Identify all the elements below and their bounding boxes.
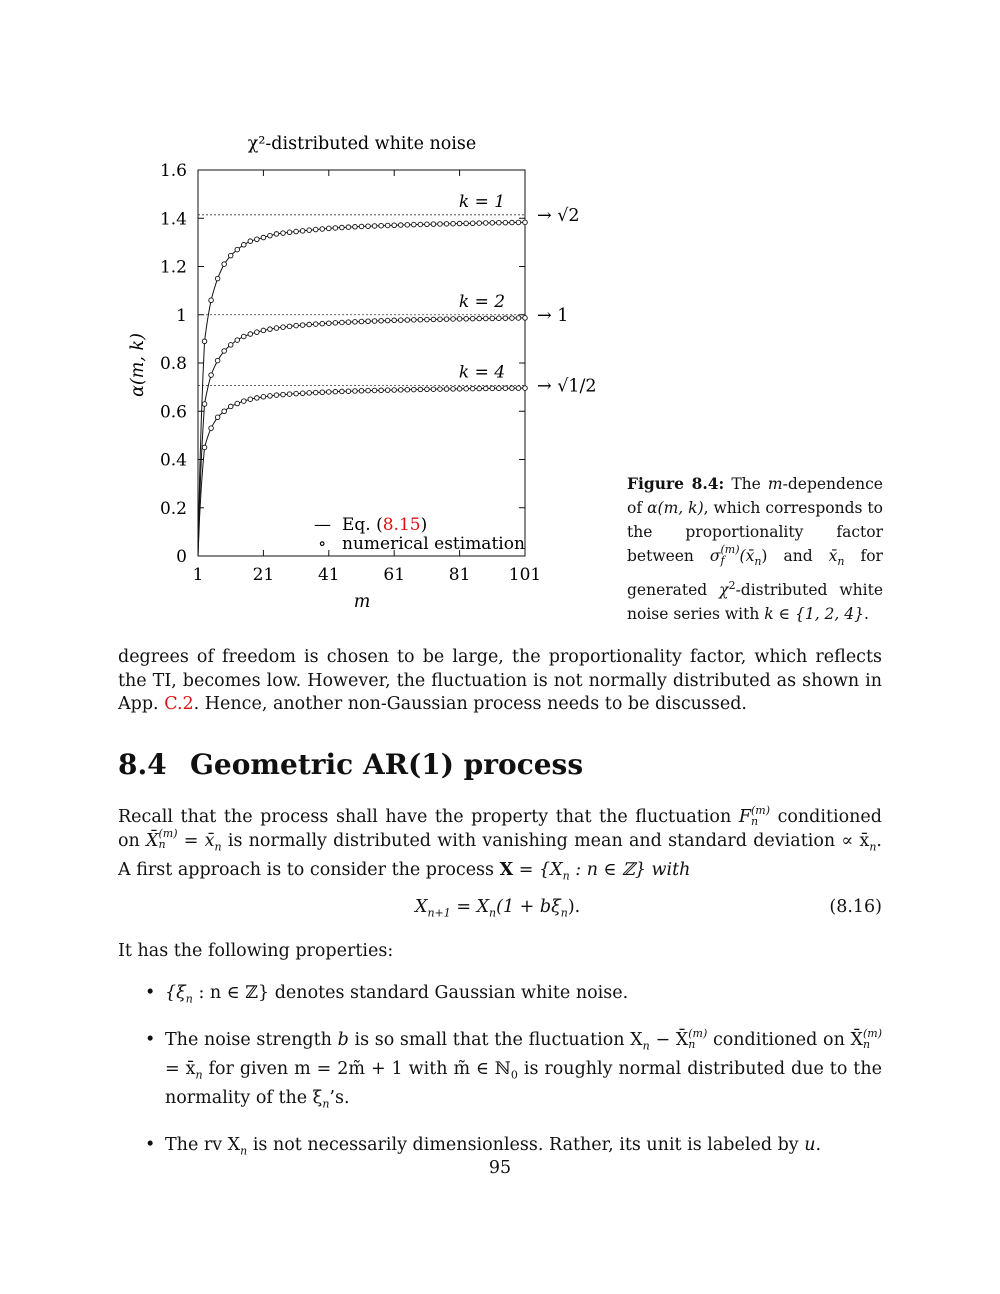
marker-point <box>228 343 233 348</box>
list-text: is so small that the fluctuation X <box>354 1030 643 1050</box>
marker-point <box>340 389 345 394</box>
equation-number: (8.16) <box>829 897 882 917</box>
marker-point <box>300 323 305 328</box>
marker-point <box>320 227 325 232</box>
chart-title: χ²-distributed white noise <box>247 134 477 154</box>
legend-eq-ref[interactable]: 8.15 <box>382 515 421 535</box>
marker-point <box>209 426 214 431</box>
math: X̄ <box>146 830 159 851</box>
para-text: degrees of freedom is chosen to be large, the proportionality factor, which reflects the TI, becomes low. However, the fluctuation is not normally distributed as shown in App. <box>118 647 882 714</box>
caption-math: (x̄ <box>739 547 755 565</box>
caption-text: and <box>783 547 813 565</box>
marker-point <box>241 242 246 247</box>
marker-point <box>412 222 417 227</box>
caption-sigma-scripts <box>721 544 740 566</box>
marker-point <box>268 394 273 399</box>
marker-point <box>392 318 397 323</box>
marker-point <box>346 389 351 394</box>
caption-text: ) <box>761 547 768 565</box>
caption-math: x̄ <box>828 547 838 565</box>
marker-point <box>431 317 436 322</box>
math: n <box>750 814 759 828</box>
marker-point <box>464 221 469 226</box>
marker-point <box>405 223 410 228</box>
marker-point <box>255 330 260 335</box>
marker-point <box>431 222 436 227</box>
legend-eq-label <box>342 515 427 535</box>
marker-point <box>281 392 286 397</box>
caption-text: , which corresponds to the proportionality factor between <box>627 499 883 565</box>
caption-math: n <box>837 555 845 569</box>
math: n <box>240 1144 248 1158</box>
marker-point <box>379 388 384 393</box>
math: = x̄ <box>165 1059 196 1079</box>
series-label: k = 2 <box>458 291 506 312</box>
list-text: The noise strength <box>165 1030 332 1050</box>
marker-point <box>372 224 377 229</box>
y-axis-label: α(m, k) <box>128 333 148 397</box>
math: n+1 <box>427 906 451 920</box>
marker-point <box>209 298 214 303</box>
marker-point <box>438 387 443 392</box>
marker-point <box>431 387 436 392</box>
marker-point <box>457 221 462 226</box>
marker-point <box>490 386 495 391</box>
marker-point <box>444 387 449 392</box>
marker-point <box>202 402 207 407</box>
marker-point <box>470 316 475 321</box>
marker-point <box>215 358 220 363</box>
marker-point <box>359 388 364 393</box>
marker-point <box>235 401 240 406</box>
marker-point <box>483 386 488 391</box>
marker-point <box>425 222 430 227</box>
math: n <box>562 869 570 882</box>
section-title: Geometric AR(1) process <box>190 748 584 781</box>
marker-point <box>215 276 220 281</box>
marker-point <box>261 328 266 333</box>
marker-point <box>313 227 318 232</box>
math: n <box>560 906 568 920</box>
para-text: Recall that the process shall have the property that the fluctuation <box>118 807 732 827</box>
marker-point <box>510 220 515 225</box>
marker-point <box>490 221 495 226</box>
marker-point <box>516 220 521 225</box>
limit-labels <box>537 206 597 397</box>
marker-point <box>385 223 390 228</box>
list-text: is roughly normal distributed due to the normality of the ξ <box>165 1059 882 1108</box>
math: ). <box>567 897 581 917</box>
math: (m) <box>750 803 770 817</box>
caption-math: (m) <box>720 543 740 556</box>
bullet-icon: • <box>145 1135 156 1155</box>
y-tick-label: 1.6 <box>159 161 187 181</box>
math: u <box>804 1135 816 1155</box>
marker-point <box>464 386 469 391</box>
property-list <box>143 982 882 1181</box>
marker-point <box>457 317 462 322</box>
marker-point <box>372 388 377 393</box>
marker-point <box>516 316 521 321</box>
marker-point <box>359 224 364 229</box>
list-text: : n ∈ ℤ} denotes standard Gaussian white noise. <box>198 983 629 1003</box>
list-text: . <box>815 1135 822 1155</box>
legend <box>314 515 525 554</box>
marker-point <box>398 388 403 393</box>
marker-point <box>405 387 410 392</box>
marker-point <box>353 389 358 394</box>
math: (m) <box>862 1026 882 1040</box>
math: X <box>415 897 428 917</box>
marker-point <box>483 316 488 321</box>
marker-point <box>444 222 449 227</box>
marker-point <box>470 221 475 226</box>
math: n <box>185 992 193 1006</box>
marker-point <box>209 373 214 378</box>
caption-math: σ <box>709 547 721 565</box>
marker-point <box>392 223 397 228</box>
marker-point <box>235 247 240 252</box>
math: = X <box>456 897 490 917</box>
marker-point <box>412 387 417 392</box>
marker-point <box>412 318 417 323</box>
math: (m) <box>158 827 178 840</box>
marker-point <box>281 231 286 236</box>
marker-point <box>438 317 443 322</box>
marker-point <box>255 396 260 401</box>
marker-point <box>255 237 260 242</box>
marker-point <box>366 224 371 229</box>
bullet-icon: • <box>145 1030 156 1050</box>
marker-point <box>510 386 515 391</box>
marker-point <box>392 388 397 393</box>
equation-8-16 <box>118 897 882 923</box>
y-tick-label: 0.4 <box>159 450 187 471</box>
marker-point <box>307 228 312 233</box>
math-scripts <box>688 1028 707 1050</box>
y-tick-labels <box>160 161 187 567</box>
marker-point <box>359 319 364 324</box>
marker-point <box>477 316 482 321</box>
marker-point <box>418 317 423 322</box>
marker-point <box>418 387 423 392</box>
caption-math: m <box>767 475 783 493</box>
marker-point <box>268 233 273 238</box>
marker-point <box>268 327 273 332</box>
math: : n ∈ ℤ} with <box>575 859 691 880</box>
x-tick-label: 81 <box>448 565 471 585</box>
caption-math: α(m, k) <box>647 499 704 517</box>
marker-point <box>451 221 456 226</box>
y-tick-label: 1 <box>176 305 187 326</box>
marker-point <box>333 226 338 231</box>
marker-point <box>248 239 253 244</box>
marker-point <box>346 320 351 325</box>
marker-point <box>346 225 351 230</box>
math: − X̄ <box>655 1030 689 1050</box>
marker-point <box>287 324 292 329</box>
limit-label: → √1/2 <box>537 376 597 397</box>
marker-point <box>261 394 266 399</box>
caption-text: . <box>864 605 869 624</box>
math: n <box>862 1037 871 1051</box>
math: n <box>214 840 222 853</box>
marker-point <box>274 326 279 331</box>
legend-numerical-label: numerical estimation <box>342 534 525 554</box>
marker-point <box>372 319 377 324</box>
x-tick-label: 1 <box>192 565 204 585</box>
marker-point <box>418 222 423 227</box>
marker-point <box>516 386 521 391</box>
marker-point <box>300 391 305 396</box>
legend-line-marker: — <box>314 515 331 535</box>
x-axis-label: m <box>353 592 371 612</box>
legend-eq-text: Eq. ( <box>342 515 383 535</box>
math-scripts <box>863 1028 882 1050</box>
marker-point <box>398 223 403 228</box>
paragraph-recall <box>118 803 882 888</box>
math: = {X <box>518 859 563 880</box>
marker-point <box>340 320 345 325</box>
series-label: k = 1 <box>458 191 506 212</box>
marker-point <box>261 235 266 240</box>
figure-caption <box>627 472 883 626</box>
math: n <box>158 838 166 851</box>
marker-point <box>483 221 488 226</box>
marker-point <box>470 386 475 391</box>
legend-eq-suffix: ) <box>420 515 428 535</box>
math: = x̄ <box>183 830 215 851</box>
para-text: is normally distributed with vanishing mean and standard deviation ∝ x̄ <box>227 830 870 851</box>
marker-point <box>464 316 469 321</box>
marker-point <box>457 387 462 392</box>
y-tick-label: 0 <box>176 547 187 567</box>
list-text: The rv X <box>165 1135 241 1155</box>
paragraph-properties: It has the following properties: <box>118 941 394 961</box>
marker-point <box>379 318 384 323</box>
marker-point <box>366 388 371 393</box>
marker-point <box>313 322 318 327</box>
list-text: conditioned on X̄ <box>712 1030 863 1050</box>
marker-point <box>425 317 430 322</box>
marker-point <box>294 391 299 396</box>
marker-point <box>228 253 233 258</box>
marker-point <box>497 316 502 321</box>
marker-point <box>379 223 384 228</box>
marker-point <box>405 318 410 323</box>
marker-point <box>503 316 508 321</box>
section-number: 8.4 <box>118 748 167 781</box>
marker-point <box>523 386 528 391</box>
marker-point <box>320 390 325 395</box>
marker-point <box>353 225 358 230</box>
marker-point <box>241 399 246 404</box>
list-item <box>143 1026 882 1116</box>
caption-text: -dependence of <box>627 475 883 517</box>
list-text: is not necessarily dimensionless. Rather, its unit is labeled by <box>252 1135 799 1155</box>
math: 0 <box>510 1068 518 1082</box>
math: n <box>489 906 497 920</box>
appendix-ref-link[interactable]: C.2 <box>164 694 194 714</box>
limit-label: → 1 <box>537 305 569 326</box>
math-scripts <box>751 805 770 827</box>
para-text: . A first approach is to consider the process <box>118 830 882 880</box>
x-tick-label: 21 <box>252 565 275 585</box>
y-tick-label: 0.6 <box>159 402 187 423</box>
math: n <box>322 1097 330 1111</box>
marker-point <box>353 320 358 325</box>
marker-point <box>222 409 227 414</box>
marker-point <box>307 322 312 327</box>
para-text: . Hence, another non-Gaussian process needs to be discussed. <box>193 694 747 714</box>
marker-point <box>385 388 390 393</box>
marker-point <box>235 338 240 343</box>
caption-text: The <box>731 475 761 493</box>
marker-point <box>287 392 292 397</box>
marker-point <box>385 318 390 323</box>
x-tick-label: 101 <box>508 565 542 585</box>
marker-point <box>202 445 207 450</box>
legend-marker-symbol: ∘ <box>318 534 327 554</box>
math-bold: X <box>499 859 514 880</box>
marker-point <box>523 316 528 321</box>
caption-math: χ <box>719 581 729 600</box>
marker-point <box>366 319 371 324</box>
marker-point <box>510 316 515 321</box>
marker-point <box>274 232 279 237</box>
list-item <box>143 982 882 1011</box>
marker-point <box>294 229 299 234</box>
marker-point <box>320 321 325 326</box>
marker-point <box>490 316 495 321</box>
math: (1 + bξ <box>496 897 561 917</box>
marker-point <box>451 317 456 322</box>
marker-point <box>477 386 482 391</box>
marker-point <box>241 334 246 339</box>
series-label: k = 4 <box>458 362 506 383</box>
math-scripts <box>159 828 178 850</box>
marker-point <box>215 415 220 420</box>
math: F <box>738 807 751 827</box>
caption-text: -distributed white noise series with <box>627 581 883 624</box>
y-tick-label: 0.2 <box>159 498 187 519</box>
marker-point <box>274 393 279 398</box>
caption-math: n <box>754 555 762 569</box>
marker-point <box>333 321 338 326</box>
x-tick-label: 61 <box>383 565 406 585</box>
x-tick-labels <box>193 565 542 585</box>
marker-point <box>281 325 286 330</box>
marker-point <box>333 389 338 394</box>
y-tick-label: 0.8 <box>159 354 187 374</box>
marker-point <box>438 222 443 227</box>
marker-point <box>228 404 233 409</box>
marker-point <box>497 386 502 391</box>
caption-math: 2 <box>728 579 736 593</box>
marker-point <box>307 391 312 396</box>
marker-point <box>340 225 345 230</box>
section-heading <box>118 748 583 781</box>
x-tick-label: 41 <box>317 565 340 585</box>
marker-point <box>477 221 482 226</box>
marker-point <box>327 390 332 395</box>
math: n <box>688 1037 696 1051</box>
marker-point <box>497 220 502 225</box>
paragraph-top <box>118 646 882 717</box>
marker-point <box>523 220 528 225</box>
marker-point <box>398 318 403 323</box>
marker-point <box>425 387 430 392</box>
caption-label: Figure 8.4: <box>627 474 725 493</box>
markers <box>202 220 527 450</box>
caption-math: f <box>720 554 725 567</box>
math: (m) <box>688 1026 708 1040</box>
marker-point <box>248 332 253 337</box>
page-number: 95 <box>488 1158 512 1178</box>
list-text: for given m = 2m̃ + 1 with m̃ ∈ ℕ <box>208 1059 511 1079</box>
marker-point <box>444 317 449 322</box>
marker-point <box>327 321 332 326</box>
math: {ξ <box>165 983 186 1003</box>
bullet-icon: • <box>145 983 156 1003</box>
marker-point <box>503 220 508 225</box>
math: n <box>869 840 877 853</box>
y-tick-label: 1.4 <box>159 209 187 230</box>
marker-point <box>287 230 292 235</box>
para-text: conditioned on <box>118 807 882 851</box>
limit-label: → √2 <box>537 205 580 226</box>
marker-point <box>300 229 305 234</box>
list-text: ’s. <box>329 1088 350 1108</box>
marker-point <box>313 390 318 395</box>
marker-point <box>222 349 227 354</box>
marker-point <box>248 397 253 402</box>
marker-point <box>202 339 207 344</box>
marker-point <box>451 387 456 392</box>
caption-text: for generated <box>627 547 883 600</box>
y-tick-label: 1.2 <box>159 257 187 278</box>
marker-point <box>503 386 508 391</box>
marker-point <box>294 323 299 328</box>
equation-body <box>415 897 580 920</box>
marker-point <box>222 262 227 267</box>
math: b <box>337 1030 349 1050</box>
math: n <box>642 1039 650 1053</box>
caption-math: k ∈ {1, 2, 4} <box>764 605 864 624</box>
math: n <box>195 1068 203 1082</box>
marker-point <box>327 226 332 231</box>
